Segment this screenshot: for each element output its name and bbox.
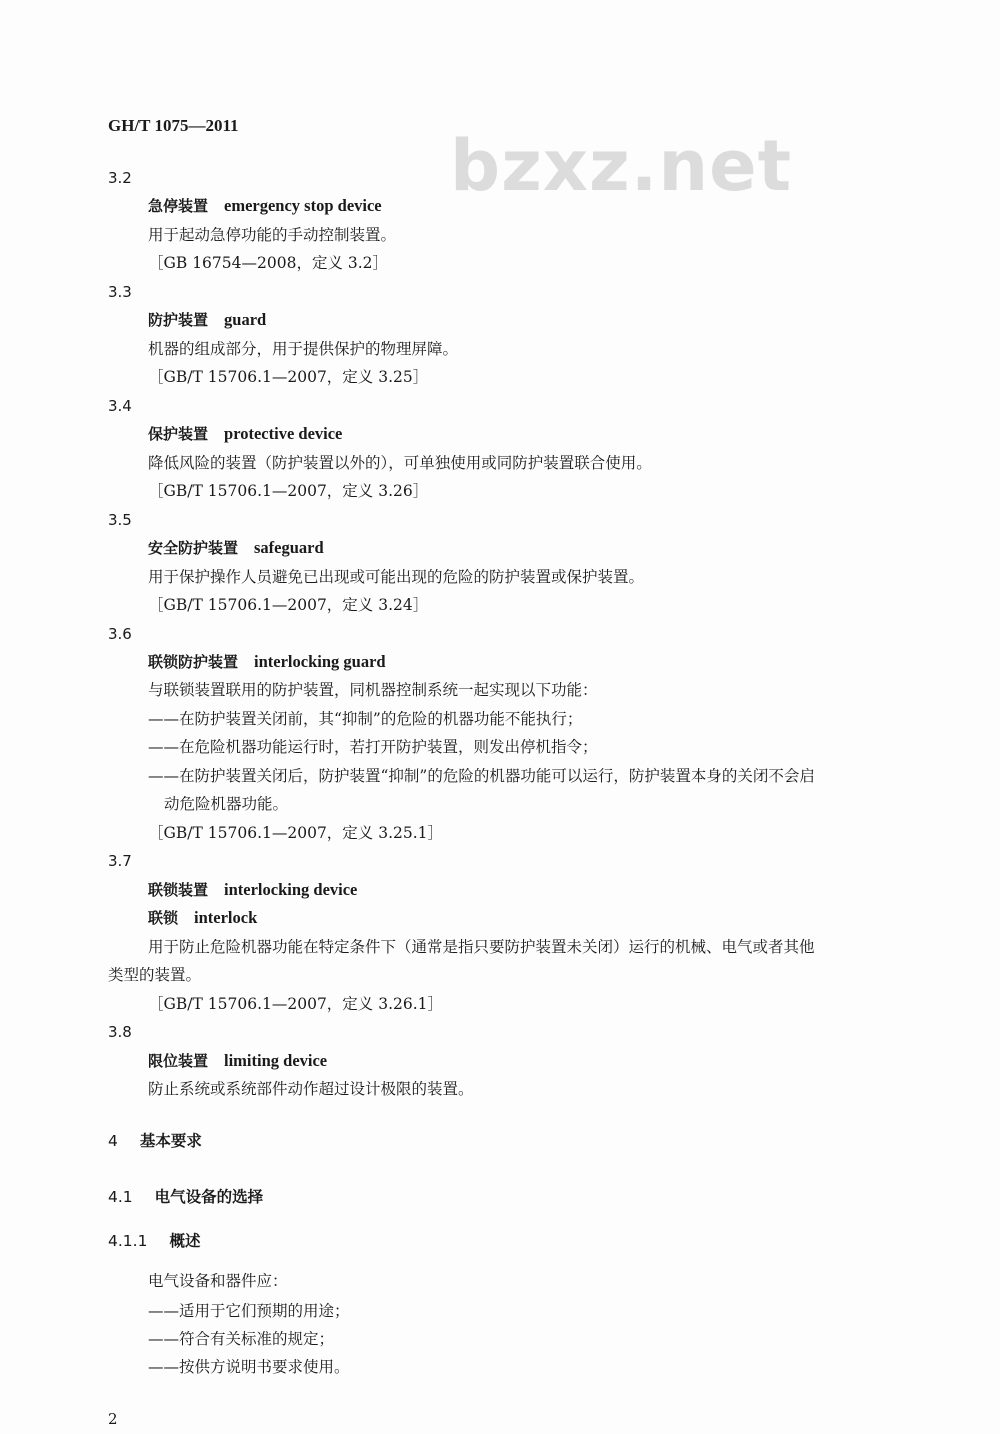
section-number: 4.1 bbox=[108, 1188, 133, 1206]
definitions-body bbox=[108, 164, 948, 1103]
list-item: ——在防护装置关闭前，其“抑制”的危险的机器功能不能执行； bbox=[148, 709, 583, 728]
overview-item: ——按供方说明书要求使用。 bbox=[148, 1358, 350, 1376]
overview-intro: 电气设备和器件应： bbox=[148, 1272, 288, 1290]
definition-text: 用于起动急停功能的手动控制装置。 bbox=[148, 225, 397, 244]
definition-text: 机器的组成部分，用于提供保护的物理屏障。 bbox=[148, 339, 459, 358]
term-en: protective device bbox=[224, 424, 343, 444]
section-title: 概述 bbox=[169, 1232, 201, 1250]
term-heading bbox=[108, 876, 948, 904]
clause-number: 3.5 bbox=[108, 510, 132, 529]
term-heading bbox=[108, 1047, 948, 1075]
section-4-1-heading bbox=[108, 1185, 263, 1207]
definition-text: 降低风险的装置（防护装置以外的），可单独使用或同防护装置联合使用。 bbox=[148, 453, 652, 472]
term-heading bbox=[108, 534, 948, 562]
overview-item: ——符合有关标准的规定； bbox=[148, 1330, 335, 1348]
section-4-1-1-heading bbox=[108, 1229, 200, 1251]
list-item-continuation: 动危险机器功能。 bbox=[164, 795, 289, 814]
source-reference: ［GB/T 15706.1—2007，定义 3.26.1］ bbox=[148, 994, 444, 1013]
clause-number: 3.7 bbox=[108, 852, 132, 871]
term-heading bbox=[108, 420, 948, 448]
definition-text: 与联锁装置联用的防护装置，同机器控制系统一起实现以下功能： bbox=[148, 681, 598, 700]
definition-text-continuation: 类型的装置。 bbox=[108, 966, 202, 985]
overview-item: ——适用于它们预期的用途； bbox=[148, 1302, 350, 1320]
section-number: 4.1.1 bbox=[108, 1232, 148, 1250]
definition-text: 防止系统或系统部件动作超过设计极限的装置。 bbox=[148, 1080, 474, 1098]
term-en: guard bbox=[224, 310, 267, 330]
term-en: interlocking device bbox=[224, 879, 358, 899]
term-zh: 保护装置 bbox=[148, 425, 209, 444]
clause-number: 3.4 bbox=[108, 396, 132, 415]
definition-text: 用于防止危险机器功能在特定条件下（通常是指只要防护装置未关闭）运行的机械、电气或者其他 bbox=[148, 937, 815, 956]
term-zh: 联锁装置 bbox=[148, 880, 209, 899]
list-item: ——在危险机器功能运行时，若打开防护装置，则发出停机指令； bbox=[148, 738, 598, 757]
clause-number: 3.3 bbox=[108, 282, 132, 301]
page-number: 2 bbox=[108, 1410, 118, 1428]
term-zh: 联锁防护装置 bbox=[148, 652, 239, 671]
term-heading bbox=[108, 904, 948, 932]
term-zh: 联锁 bbox=[148, 909, 179, 928]
source-reference: ［GB 16754—2008，定义 3.2］ bbox=[148, 254, 389, 273]
term-en: interlock bbox=[194, 908, 258, 928]
clause-number: 3.8 bbox=[108, 1023, 132, 1042]
term-en: limiting device bbox=[224, 1050, 328, 1070]
source-reference: ［GB/T 15706.1—2007，定义 3.25］ bbox=[148, 368, 429, 387]
term-zh: 急停装置 bbox=[148, 197, 209, 216]
term-en: emergency stop device bbox=[224, 196, 382, 216]
section-number: 4 bbox=[108, 1132, 118, 1150]
watermark: bzxz.net bbox=[450, 125, 793, 207]
term-zh: 防护装置 bbox=[148, 311, 209, 330]
document-code-header: GH/T 1075—2011 bbox=[108, 116, 239, 135]
list-item: ——在防护装置关闭后，防护装置“抑制”的危险的机器功能可以运行，防护装置本身的关闭不会启 bbox=[148, 766, 815, 785]
section-title: 基本要求 bbox=[139, 1132, 202, 1150]
definition-text: 用于保护操作人员避免已出现或可能出现的危险的防护装置或保护装置。 bbox=[148, 567, 645, 586]
clause-number: 3.2 bbox=[108, 169, 132, 187]
term-en: safeguard bbox=[254, 538, 324, 558]
source-reference: ［GB/T 15706.1—2007，定义 3.25.1］ bbox=[148, 823, 444, 842]
section-4-heading bbox=[108, 1129, 202, 1151]
section-title: 电气设备的选择 bbox=[154, 1188, 264, 1206]
term-zh: 安全防护装置 bbox=[148, 539, 239, 558]
term-heading bbox=[108, 306, 948, 334]
term-heading bbox=[108, 192, 948, 220]
clause-number: 3.6 bbox=[108, 624, 132, 643]
source-reference: ［GB/T 15706.1—2007，定义 3.24］ bbox=[148, 596, 429, 615]
source-reference: ［GB/T 15706.1—2007，定义 3.26］ bbox=[148, 482, 429, 501]
term-en: interlocking guard bbox=[254, 651, 386, 671]
term-zh: 限位装置 bbox=[148, 1051, 209, 1070]
term-heading bbox=[108, 648, 948, 676]
